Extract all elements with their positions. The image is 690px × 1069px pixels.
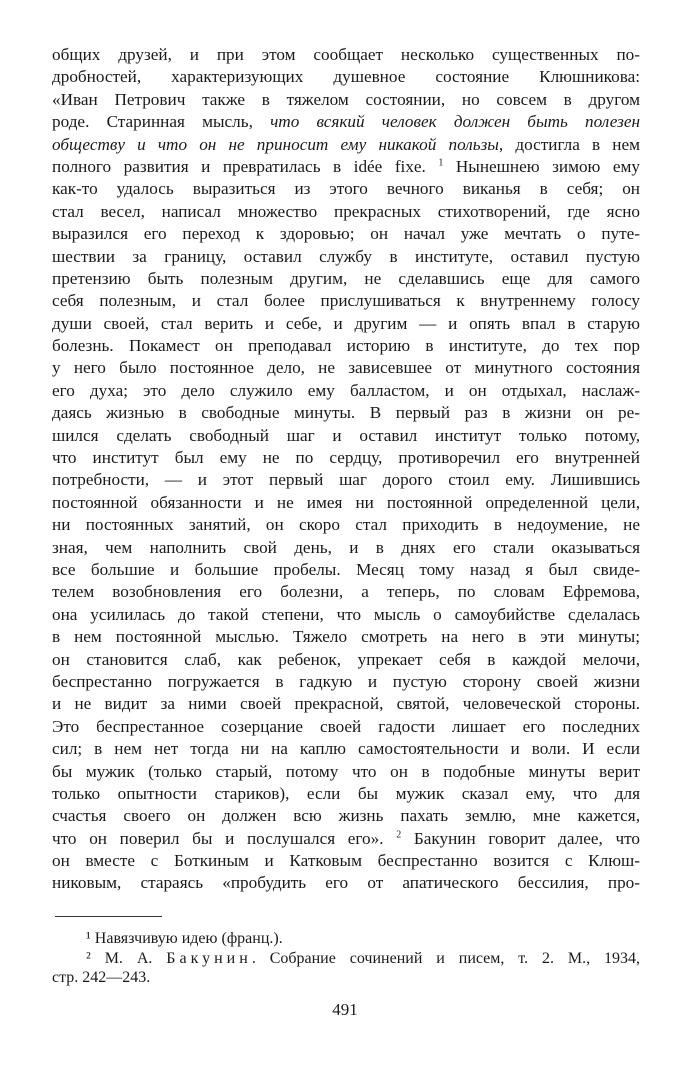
text-line: телем возобновления его болезни, а теперь, по словам Ефремова, [52, 582, 640, 602]
text-line: претензию быть полезным другим, не сделавшись еще для самого [52, 268, 640, 288]
text-line: у него было постоянное дело, не зависевшее от минутного состояния [52, 358, 640, 378]
text-line [52, 828, 640, 850]
text-line: бы мужик (только старый, потому что он в подобные минуты верит [52, 761, 640, 781]
text-line: Это беспрестанное созерцание своей гадости лишает его последних [52, 716, 640, 736]
text-segment: достигла в нем [503, 134, 640, 154]
text-line: и не видит за ними своей прекрасной, святой, человеческой стороны. [52, 694, 640, 714]
text-line: сил; в нем нет тогда ни на каплю самостоятельности и воли. И если [52, 739, 640, 759]
text-line: он становится слаб, как ребенок, упрекает себя в каждой мелочи, [52, 649, 640, 669]
text-line: все большие и большие пробелы. Месяц тому назад я был свиде- [52, 559, 640, 579]
text-line: себя полезным, и стал более прислушиваться к внутреннему голосу [52, 291, 640, 311]
text-line: общих друзей, и при этом сообщает несколько существенных по- [52, 45, 640, 64]
body-text [52, 44, 640, 895]
footnote-1: ¹ Навязчивую идею (франц.). [86, 930, 283, 947]
footnote-ref: 1 [438, 157, 444, 169]
text-line: что институт был ему не по сердцу, противоречил его внутренней [52, 448, 640, 468]
text-line: потребности, — и этот первый шаг дорого стоил ему. Лишившись [52, 470, 640, 490]
text-line: беспрестанно погружается в гадкую и пустую сторону своей жизни [52, 671, 640, 691]
text-line: он вместе с Боткиным и Катковым беспрестанно возится с Клюш- [52, 851, 640, 871]
footnote-divider [55, 916, 162, 917]
text-line: души своей, стал верить и себе, и другим — и опять впал в старую [52, 313, 640, 333]
text-line: болезнь. Покамест он преподавал историю в институте, до тех пор [52, 336, 640, 356]
text-line: никовым, стараясь «пробудить его от апатического бессилия, про- [52, 873, 640, 893]
text-line: постоянной обязанности и не имея ни постоянной определенной цели, [52, 492, 640, 512]
italic-quote: обществу и что он не приносит ему никакой пользы, [52, 134, 504, 154]
footnote-2 [52, 949, 640, 969]
text-line: она усилилась до такой степени, что мысль о самоубийстве сделалась [52, 604, 640, 624]
text-line: «Иван Петрович также в тяжелом состоянии, но совсем в другом [52, 89, 640, 109]
footnote-ref: 2 [396, 828, 402, 840]
text-line [52, 134, 640, 156]
text-line: зная, чем наполнить свой день, и в днях его стали оказываться [52, 537, 640, 557]
text-line: его духа; это дело служило ему балластом, и он отдыхал, наслаж- [52, 380, 640, 400]
text-line: выразился его переход к здоровью; он начал уже мечтать о путе- [52, 224, 640, 244]
text-line [52, 111, 640, 133]
author-name: Бакунин [166, 949, 252, 967]
text-line: в нем постоянной мыслью. Тяжело смотреть на него в эти минуты; [52, 627, 640, 647]
text-segment: роде. Старинная мысль, [52, 112, 271, 132]
footnote-2-continuation: стр. 242—243. [52, 969, 151, 986]
text-line: счастья своего он должен всю жизнь пахать землю, мне кажется, [52, 806, 640, 826]
text-line: дробностей, характеризующих душевное состояние Клюшникова: [52, 67, 640, 87]
page-number: 491 [332, 1000, 358, 1019]
text-line: даясь жизнью в свободные минуты. В первый раз в жизни он ре- [52, 403, 640, 423]
italic-quote: что всякий человек должен быть полезен [270, 112, 640, 132]
text-segment: . Собрание сочинений и писем, т. 2. М., 1934, [251, 949, 641, 967]
text-line: только опытности стариков), если бы мужик сказал ему, что для [52, 783, 640, 803]
text-line: как-то удалось выразиться из этого вечного виканья в себя; он [52, 179, 640, 199]
text-segment: ² М. А. [86, 949, 167, 967]
footnotes [52, 929, 640, 988]
text-segment: что он поверил бы и послушался его». [52, 828, 397, 848]
text-line: стал весел, написал множество прекрасных стихотворений, где ясно [52, 201, 640, 221]
text-segment: полного развития и превратилась в idée fixe. [52, 156, 439, 176]
text-line [52, 156, 640, 178]
text-line: шествии за границу, оставил службу в институте, оставил пустую [52, 246, 640, 266]
text-segment: Нынешнею зимою ему [443, 156, 640, 176]
text-line: ни постоянных занятий, он скоро стал приходить в недоумение, не [52, 515, 640, 535]
text-line: шился сделать свободный шаг и оставил институт только потому, [52, 425, 640, 445]
text-segment: Бакунин говорит далее, что [401, 828, 640, 848]
